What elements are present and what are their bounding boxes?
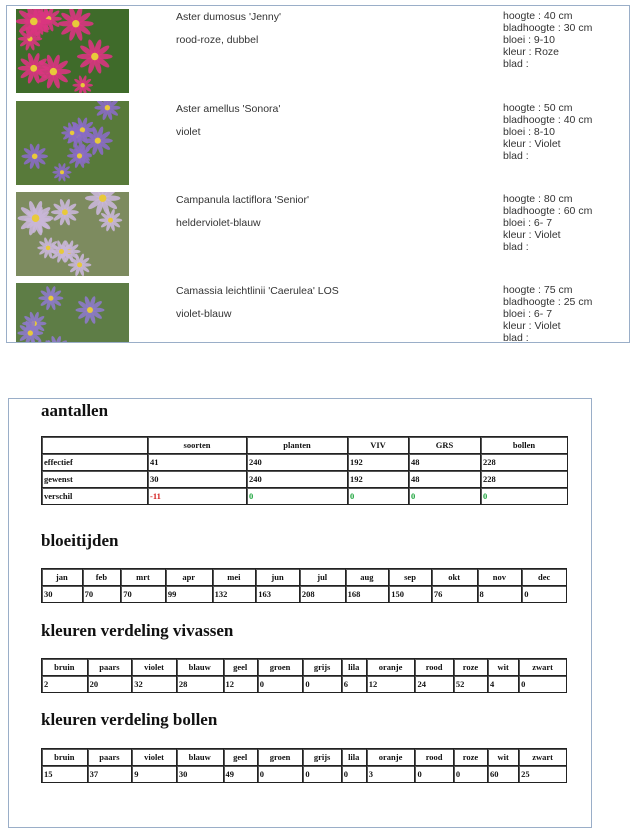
table-cell: 32	[132, 676, 177, 693]
plant-bloom: bloei : 8-10	[503, 126, 555, 138]
table-header-cell: grijs	[303, 749, 341, 766]
table-cell: 163	[256, 586, 300, 603]
table-header-cell: okt	[431, 569, 477, 586]
table-header-cell: dec	[522, 569, 567, 586]
table-header-cell: zwart	[519, 659, 567, 676]
kleuren-bollen-table	[41, 748, 567, 783]
table-header-cell: violet	[132, 749, 177, 766]
table-header-cell: zwart	[519, 749, 567, 766]
plant-leaf: blad :	[503, 241, 529, 253]
table-header-cell: rood	[415, 749, 453, 766]
table-cell: 28	[176, 676, 223, 693]
table-cell: 0	[303, 766, 341, 783]
plant-bloom: bloei : 6- 7	[503, 217, 553, 229]
table-cell: 192	[348, 454, 409, 471]
difference-cell: 0	[481, 488, 568, 505]
table-cell: 240	[247, 471, 348, 488]
plant-leaf: blad :	[503, 58, 529, 70]
table-header-cell: feb	[82, 569, 121, 586]
table-cell: 12	[223, 676, 257, 693]
table-cell: 70	[121, 586, 166, 603]
table-cell: 0	[303, 676, 341, 693]
difference-cell: 0	[348, 488, 409, 505]
table-cell: 228	[481, 454, 568, 471]
table-header-cell: jan	[42, 569, 83, 586]
table-header-cell: jul	[299, 569, 345, 586]
table-cell: 2	[42, 676, 88, 693]
table-cell: 48	[409, 454, 481, 471]
plant-list-panel	[6, 5, 630, 343]
table-cell: 8	[477, 586, 522, 603]
table-header-cell: roze	[453, 659, 487, 676]
table-cell: 0	[257, 676, 303, 693]
table-cell: 99	[165, 586, 212, 603]
plant-colour: kleur : Violet	[503, 320, 561, 332]
plant-properties	[503, 102, 592, 162]
violet-aster-flowers-photo	[16, 101, 129, 185]
table-header-row	[42, 569, 567, 586]
table-cell: 25	[519, 766, 567, 783]
plant-leaf-height: bladhoogte : 40 cm	[503, 114, 593, 126]
plant-photo-svg	[16, 283, 129, 343]
table-header-cell: blauw	[176, 659, 223, 676]
table-header-cell: mei	[212, 569, 256, 586]
table-header-cell: apr	[165, 569, 212, 586]
plant-properties	[503, 10, 592, 70]
difference-cell: 0	[409, 488, 481, 505]
plant-row	[7, 101, 629, 189]
table-cell: 49	[223, 766, 257, 783]
plant-properties	[503, 193, 592, 253]
table-header-cell: roze	[453, 749, 487, 766]
aantallen-table	[41, 436, 568, 505]
table-header-cell: paars	[87, 659, 132, 676]
table-header-cell: rood	[415, 659, 453, 676]
plant-leaf-height: bladhoogte : 25 cm	[503, 296, 593, 308]
plant-name: Camassia leichtlinii 'Caerulea' LOS	[176, 285, 339, 297]
table-cell: 30	[176, 766, 223, 783]
table-cell: 0	[522, 586, 567, 603]
table-header-cell: GRS	[409, 437, 481, 454]
table-row	[42, 454, 568, 471]
plant-leaf-height: bladhoogte : 60 cm	[503, 205, 593, 217]
table-cell: 0	[453, 766, 487, 783]
table-header-cell: bruin	[42, 749, 88, 766]
table-row	[42, 586, 567, 603]
table-header-cell: groen	[257, 659, 303, 676]
table-header-row	[42, 437, 568, 454]
kleuren-vivassen-title: kleuren verdeling vivassen	[41, 621, 234, 640]
plant-leaf-height: bladhoogte : 30 cm	[503, 22, 593, 34]
table-header-cell: oranje	[366, 659, 415, 676]
table-cell: 60	[488, 766, 519, 783]
table-cell: 52	[453, 676, 487, 693]
table-cell: 132	[212, 586, 256, 603]
plant-height: hoogte : 50 cm	[503, 102, 573, 114]
table-cell: 0	[341, 766, 366, 783]
row-label: verschil	[42, 488, 148, 505]
table-header-cell: bollen	[481, 437, 568, 454]
table-row	[42, 488, 568, 505]
plant-row	[7, 283, 629, 343]
plant-color-description: violet	[176, 126, 201, 138]
plant-properties	[503, 284, 592, 343]
kleuren-vivassen-table	[41, 658, 567, 693]
bloeitijden-title: bloeitijden	[41, 531, 119, 550]
table-header-cell: soorten	[148, 437, 247, 454]
plant-colour: kleur : Violet	[503, 138, 561, 150]
table-header-cell: mrt	[121, 569, 166, 586]
plant-row	[7, 192, 629, 280]
table-cell: 0	[415, 766, 453, 783]
row-label: gewenst	[42, 471, 148, 488]
aantallen-title: aantallen	[41, 401, 109, 420]
pink-aster-flowers-photo	[16, 9, 129, 93]
table-row	[42, 766, 567, 783]
table-cell: 24	[415, 676, 453, 693]
statistics-panel	[8, 398, 592, 828]
plant-name: Campanula lactiflora 'Senior'	[176, 194, 309, 206]
table-header-cell: wit	[488, 749, 519, 766]
table-row	[42, 676, 567, 693]
bloeitijden-table	[41, 568, 567, 603]
table-cell: 30	[42, 586, 83, 603]
table-cell: 20	[87, 676, 132, 693]
table-cell: 41	[148, 454, 247, 471]
table-cell: 168	[345, 586, 389, 603]
table-cell: 15	[42, 766, 88, 783]
table-cell: 228	[481, 471, 568, 488]
table-header-cell: bruin	[42, 659, 88, 676]
plant-color-description: rood-roze, dubbel	[176, 34, 259, 46]
plant-color-description: violet-blauw	[176, 308, 232, 320]
plant-photo-svg	[16, 101, 129, 185]
plant-colour: kleur : Roze	[503, 46, 560, 58]
table-header-cell: grijs	[303, 659, 341, 676]
table-cell: 0	[519, 676, 567, 693]
plant-leaf: blad :	[503, 332, 529, 343]
table-row	[42, 471, 568, 488]
table-header-cell: blauw	[176, 749, 223, 766]
table-header-cell: lila	[341, 749, 366, 766]
table-cell: 6	[341, 676, 366, 693]
row-label: effectief	[42, 454, 148, 471]
table-cell: 208	[299, 586, 345, 603]
table-header-cell: aug	[345, 569, 389, 586]
plant-photo-svg	[16, 192, 129, 276]
table-cell: 48	[409, 471, 481, 488]
campanula-flowers-photo	[16, 192, 129, 276]
plant-photo-svg	[16, 9, 129, 93]
table-header-cell: groen	[257, 749, 303, 766]
plant-row	[7, 9, 629, 97]
plant-colour: kleur : Violet	[503, 229, 561, 241]
plant-bloom: bloei : 6- 7	[503, 308, 553, 320]
table-header-cell	[42, 437, 148, 454]
table-header-row	[42, 749, 567, 766]
table-cell: 0	[257, 766, 303, 783]
table-header-cell: violet	[132, 659, 177, 676]
plant-bloom: bloei : 9-10	[503, 34, 555, 46]
table-header-cell: jun	[256, 569, 300, 586]
table-cell: 9	[132, 766, 177, 783]
table-header-cell: wit	[488, 659, 519, 676]
plant-color-description: helderviolet-blauw	[176, 217, 261, 229]
table-cell: 70	[82, 586, 121, 603]
table-cell: 192	[348, 471, 409, 488]
table-header-row	[42, 659, 567, 676]
table-header-cell: sep	[389, 569, 432, 586]
difference-cell: 0	[247, 488, 348, 505]
plant-height: hoogte : 80 cm	[503, 193, 573, 205]
table-header-cell: VIV	[348, 437, 409, 454]
plant-leaf: blad :	[503, 150, 529, 162]
table-cell: 240	[247, 454, 348, 471]
camassia-flowers-photo	[16, 283, 129, 343]
table-header-cell: nov	[477, 569, 522, 586]
table-cell: 150	[389, 586, 432, 603]
table-header-cell: planten	[247, 437, 348, 454]
kleuren-bollen-title: kleuren verdeling bollen	[41, 710, 218, 729]
table-header-cell: oranje	[366, 749, 415, 766]
table-cell: 76	[431, 586, 477, 603]
plant-name: Aster dumosus 'Jenny'	[176, 11, 281, 23]
table-cell: 37	[87, 766, 132, 783]
table-header-cell: lila	[341, 659, 366, 676]
table-header-cell: geel	[223, 749, 257, 766]
table-cell: 3	[366, 766, 415, 783]
table-cell: 4	[488, 676, 519, 693]
table-header-cell: paars	[87, 749, 132, 766]
plant-height: hoogte : 40 cm	[503, 10, 573, 22]
plant-height: hoogte : 75 cm	[503, 284, 573, 296]
plant-name: Aster amellus 'Sonora'	[176, 103, 281, 115]
table-cell: 12	[366, 676, 415, 693]
table-header-cell: geel	[223, 659, 257, 676]
difference-cell: -11	[148, 488, 247, 505]
table-cell: 30	[148, 471, 247, 488]
